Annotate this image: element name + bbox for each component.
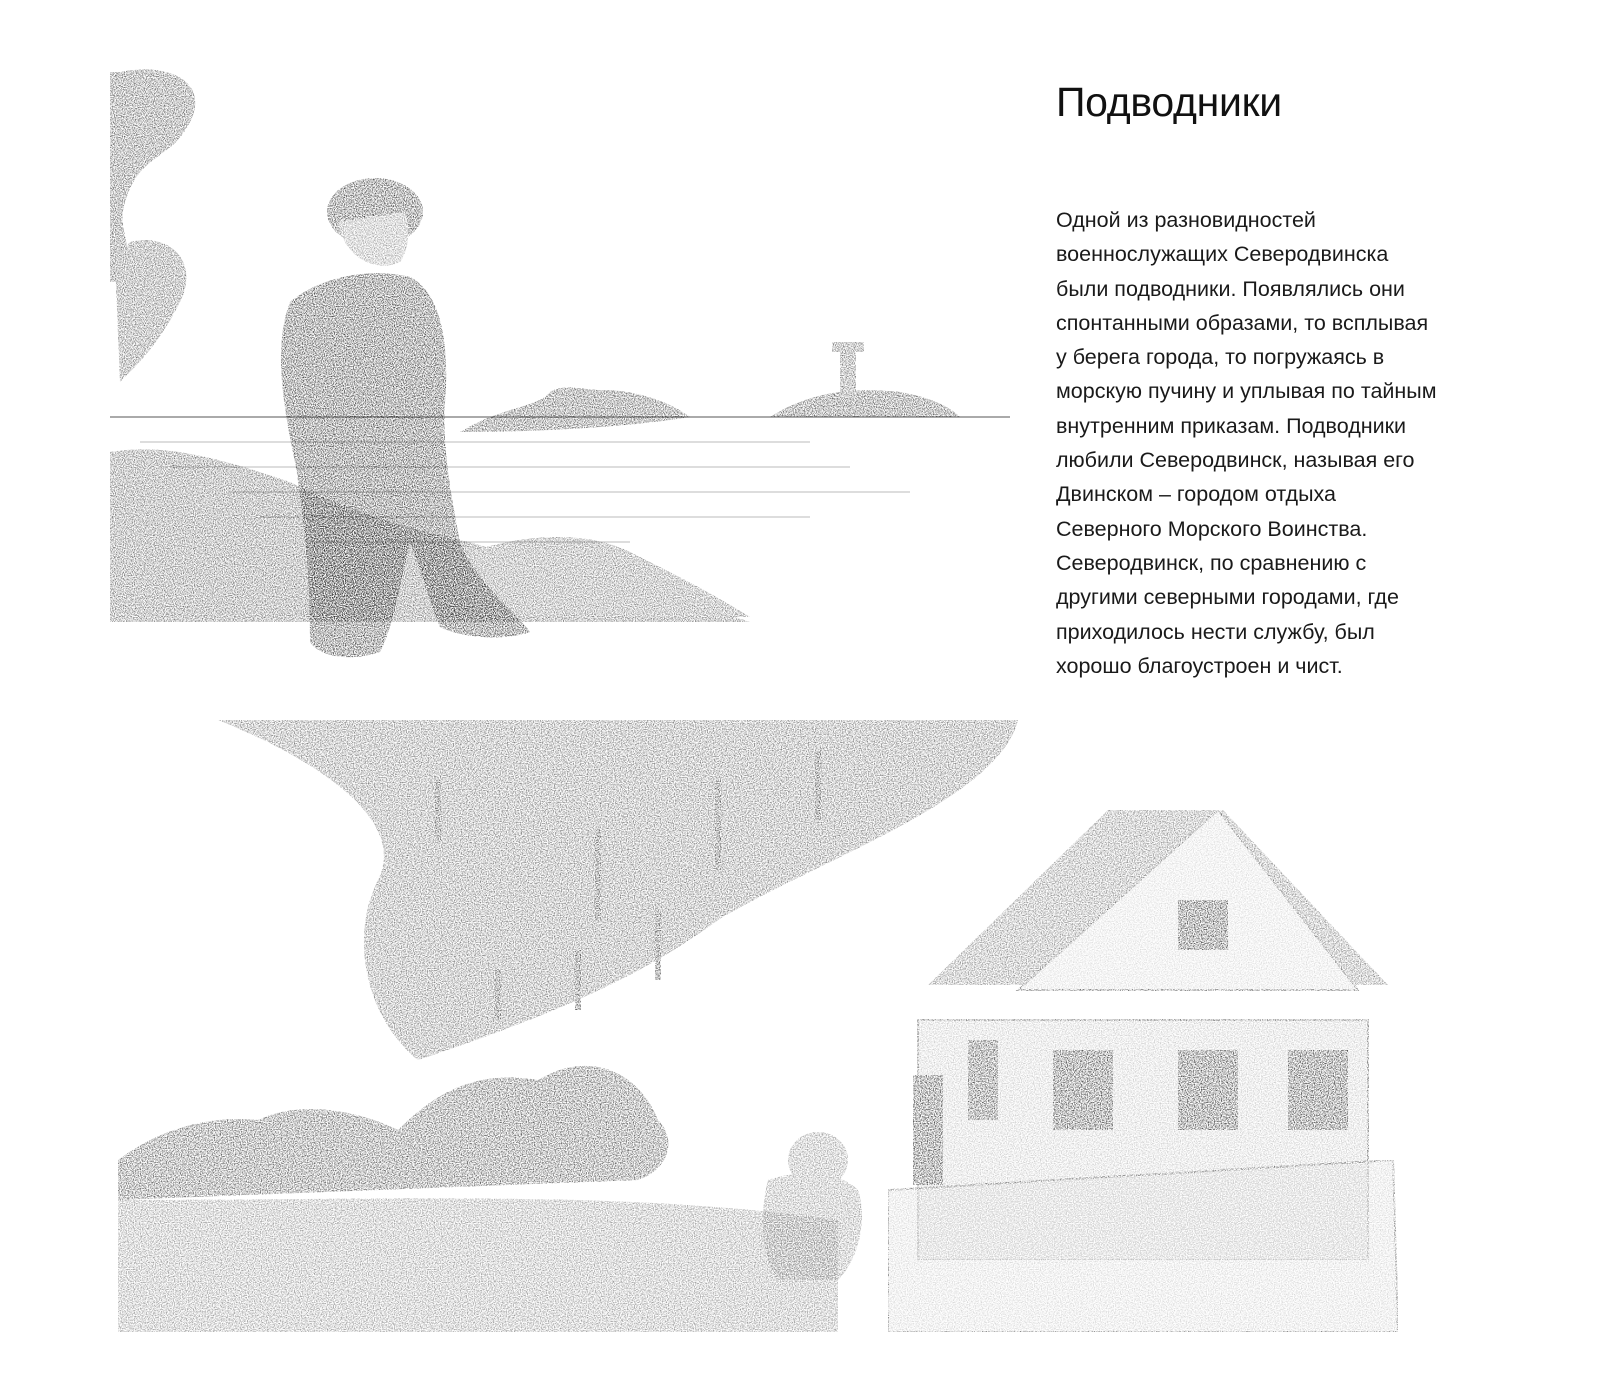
tree-branches xyxy=(110,69,195,382)
paragraph-line: морскую пучину и уплывая по тайным xyxy=(1056,379,1437,404)
paragraph-line: были подводники. Появлялись они xyxy=(1056,276,1405,301)
submarine xyxy=(460,387,690,432)
distant-trees xyxy=(218,720,1018,1060)
paragraph-line: Северного Морского Воинства. xyxy=(1056,516,1368,541)
paragraph-line: Одной из разновидностей xyxy=(1056,208,1316,232)
picket-fence xyxy=(888,1160,1398,1332)
village-house-illustration xyxy=(118,720,1443,1332)
paragraph-line: приходилось нести службу, был xyxy=(1056,619,1375,644)
paragraph-line: внутренним приказам. Подводники xyxy=(1056,413,1407,438)
bushes xyxy=(118,1066,838,1332)
paragraph-line: Двинском – городом отдыха xyxy=(1056,482,1337,507)
submariner-illustration xyxy=(110,62,1030,692)
paragraph-line: Северодвинск, по сравнению с xyxy=(1056,550,1367,575)
page-title: Подводники xyxy=(1056,79,1282,126)
paragraph-line: любили Северодвинск, называя его xyxy=(1056,448,1415,473)
paragraph-line: хорошо благоустроен и чист. xyxy=(1056,653,1343,678)
paragraph-line: военнослужащих Северодвинска xyxy=(1056,242,1389,267)
paragraph-line: другими северными городами, где xyxy=(1056,585,1399,610)
child-figure xyxy=(763,1132,862,1280)
paragraph-line: спонтанными образами, то всплывая xyxy=(1056,310,1429,335)
paragraph-line: у берега города, то погружаясь в xyxy=(1056,345,1385,370)
lighthouse-island xyxy=(770,342,960,417)
body-paragraph xyxy=(1056,203,1516,683)
